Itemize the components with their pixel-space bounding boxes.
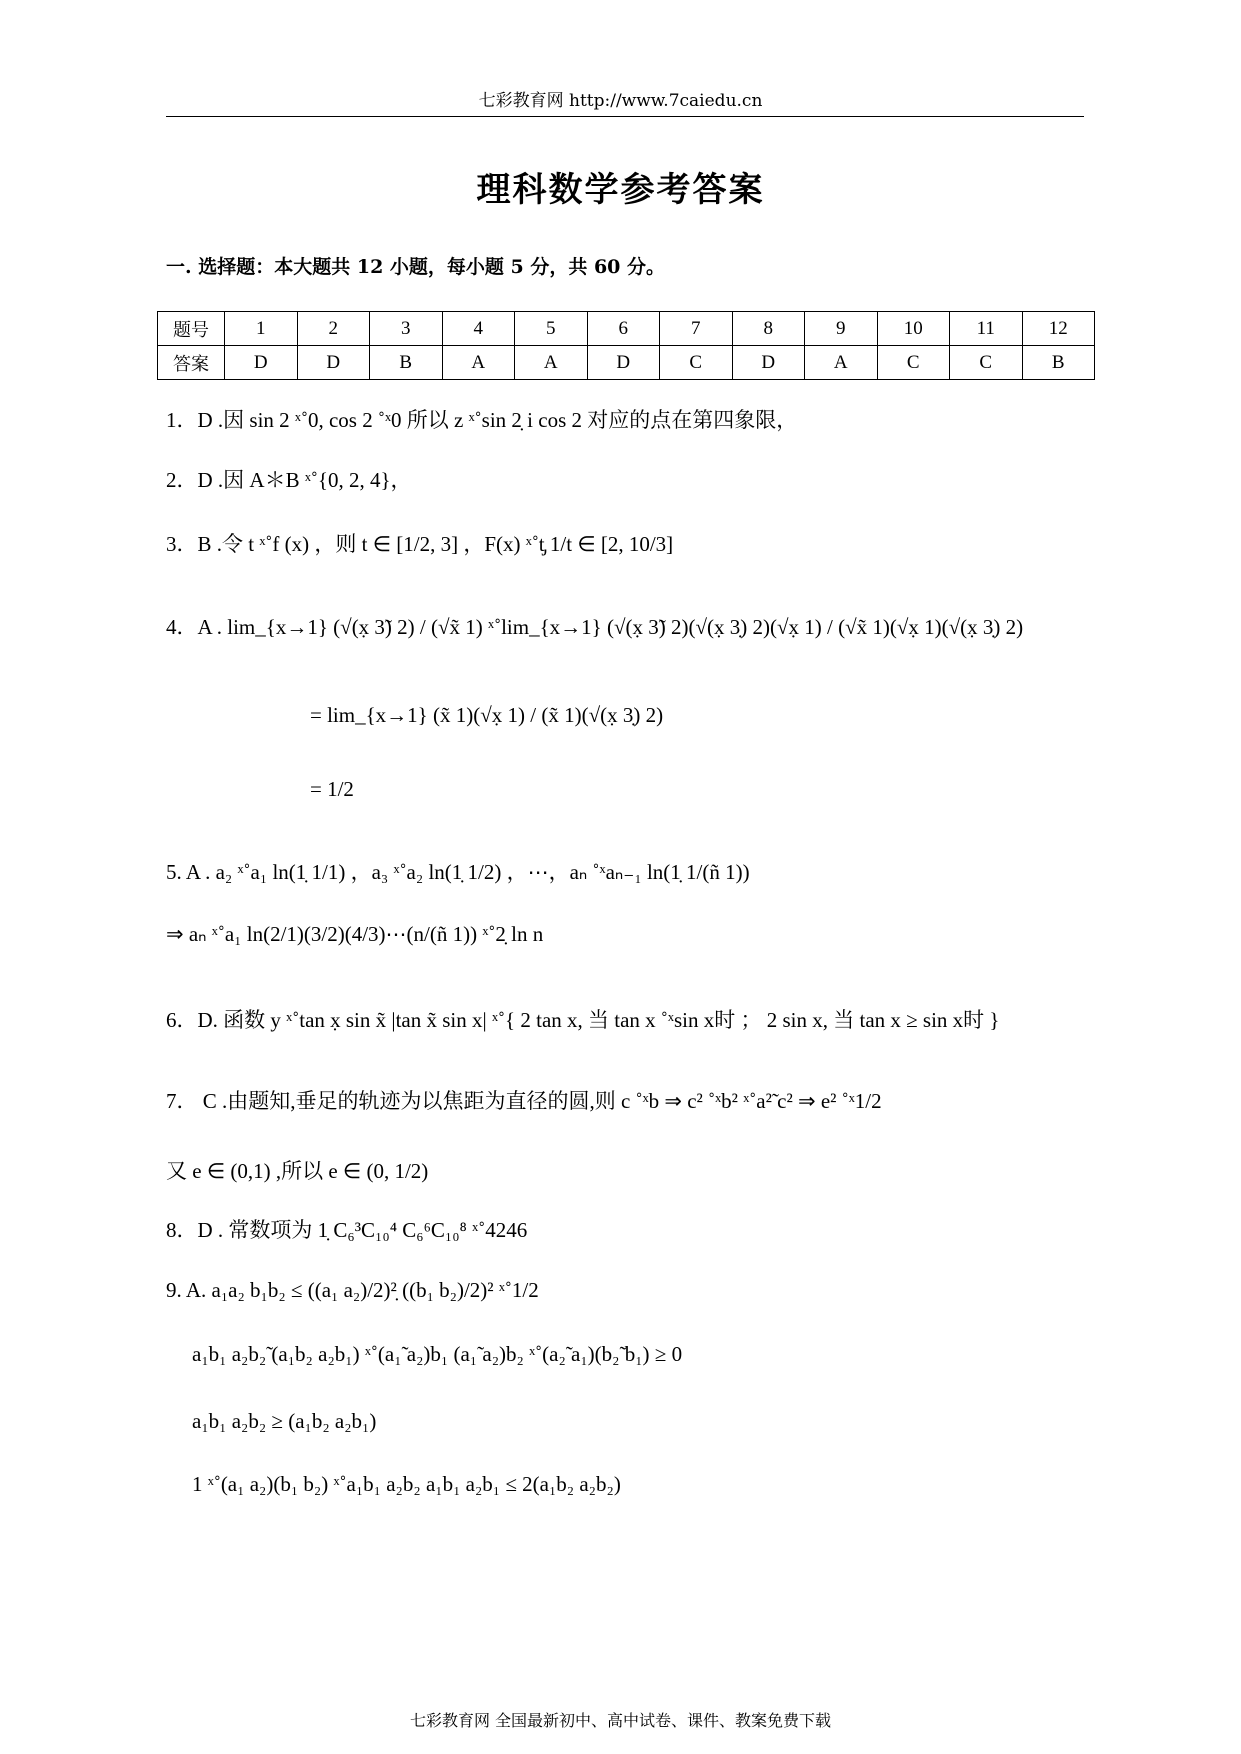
table-row-numbers	[158, 312, 1095, 346]
solution-9-step-4: 1 ˣ˚(a₁ a₂)(b₁ b₂) ˣ˚a₁b₁ a₂b₂ a₁b₁ a₂b₁ ≤ 2(a₁b₂ a₂b₂)	[192, 1472, 621, 1496]
answer-cell: D	[225, 346, 298, 380]
answer-cell: D	[297, 346, 370, 380]
answer-cell: D	[732, 346, 805, 380]
row-label-answer: 答案	[158, 346, 225, 380]
answer-cell: D	[587, 346, 660, 380]
row-label-number: 题号	[158, 312, 225, 346]
question-number: 11	[950, 312, 1023, 346]
answer-cell: A	[442, 346, 515, 380]
solution-2: 2．D .因 A＊B ˣ˚{0, 2, 4}，	[166, 468, 412, 492]
solution-8: 8．D . 常数项为 1̣ C₆³C₁₀⁴ C₆⁶C₁₀⁸ ˣ˚4246	[166, 1218, 528, 1242]
section-heading: 一. 选择题：本大题共 12 小题，每小题 5 分，共 60 分。	[166, 256, 666, 278]
solution-9-step-2: a₁b₁ a₂b₂̃ (a₁b₂ a₂b₁) ˣ˚(a₁̃ a₂)b₁ (a₁̃ a₂)b₂ ˣ˚(a₂̃ a₁)(b₂̃ b₁) ≥ 0	[192, 1342, 683, 1366]
page-title: 理科数学参考答案	[476, 170, 765, 210]
page-header: 七彩教育网 http://www.7caiedu.cn	[478, 91, 763, 111]
solution-4-step-2: = lim_{x→1} (x̃ 1)(√x̣ 1) / (x̃ 1)(√(x̣ 3̣) 2)	[310, 703, 664, 727]
answer-cell: C	[950, 346, 1023, 380]
answer-table	[157, 311, 1095, 380]
question-number: 2	[297, 312, 370, 346]
question-number: 10	[877, 312, 950, 346]
question-number: 1	[225, 312, 298, 346]
solution-5-step-2: ⇒ aₙ ˣ˚a₁ ln(2/1)(3/2)(4/3)⋯(n/(ñ 1)) ˣ˚2̣ ln n	[166, 922, 544, 946]
question-number: 9	[805, 312, 878, 346]
answer-cell: A	[515, 346, 588, 380]
table-row-answers	[158, 346, 1095, 380]
solution-4: 4．A . lim_{x→1} (√(x̣ 3̃) 2) / (√x̃ 1) ˣ˚lim_{x→1} (√(x̣ 3̃) 2)(√(x̣ 3̣) 2)(√x̣ 1) / (√x̃ 1)(√x̣ 1)(√(x̣ 3̣) 2)	[166, 615, 1024, 639]
question-number: 3	[370, 312, 443, 346]
question-number: 8	[732, 312, 805, 346]
solution-3: 3．B .令 t ˣ˚f (x) ，则 t ∈ [1/2, 3] ，F(x) ˣ˚t̡ 1/t ∈ [2, 10/3]	[166, 532, 674, 556]
solution-9: 9. A. a₁a₂ b₁b₂ ≤ ((a₁ a₂)/2)²̣ ((b₁ b₂)/2)² ˣ˚1/2	[166, 1278, 539, 1302]
solution-5: 5. A . a₂ ˣ˚a₁ ln(1̣ 1/1) ，a₃ ˣ˚a₂ ln(1̣ 1/2) ，⋯，aₙ ˚ˣaₙ₋₁ ln(1̣ 1/(ñ 1))	[166, 860, 750, 884]
answer-cell: B	[1022, 346, 1095, 380]
solution-7: 7． C .由题知,垂足的轨迹为以焦距为直径的圆,则 c ˚ˣb ⇒ c² ˚ˣb² ˣ˚a²̃ c² ⇒ e² ˚ˣ1/2	[166, 1089, 882, 1113]
question-number: 7	[660, 312, 733, 346]
solution-1: 1．D .因 sin 2 ˣ˚0, cos 2 ˚ˣ0 所以 z ˣ˚sin 2̣ i cos 2 对应的点在第四象限，	[166, 408, 798, 432]
header-divider	[166, 116, 1084, 117]
question-number: 4	[442, 312, 515, 346]
answer-cell: C	[877, 346, 950, 380]
solution-6: 6．D. 函数 y ˣ˚tan x̣ sin x̃ |tan x̃ sin x| ˣ˚{ 2 tan x, 当 tan x ˚ˣsin x时 ； 2 sin x, 当 tan x ≥ sin x时 }	[166, 1008, 1000, 1032]
solution-7-step-2: 又 e ∈ (0,1) ,所以 e ∈ (0, 1/2)	[166, 1159, 429, 1183]
answer-cell: B	[370, 346, 443, 380]
question-number: 5	[515, 312, 588, 346]
question-number: 12	[1022, 312, 1095, 346]
page-footer: 七彩教育网 全国最新初中、高中试卷、课件、教案免费下载	[409, 1711, 832, 1730]
answer-cell: C	[660, 346, 733, 380]
question-number: 6	[587, 312, 660, 346]
solution-9-step-3: a₁b₁ a₂b₂ ≥ (a₁b₂ a₂b₁)	[192, 1409, 377, 1433]
answer-cell: A	[805, 346, 878, 380]
solution-4-result: = 1/2	[310, 777, 354, 801]
